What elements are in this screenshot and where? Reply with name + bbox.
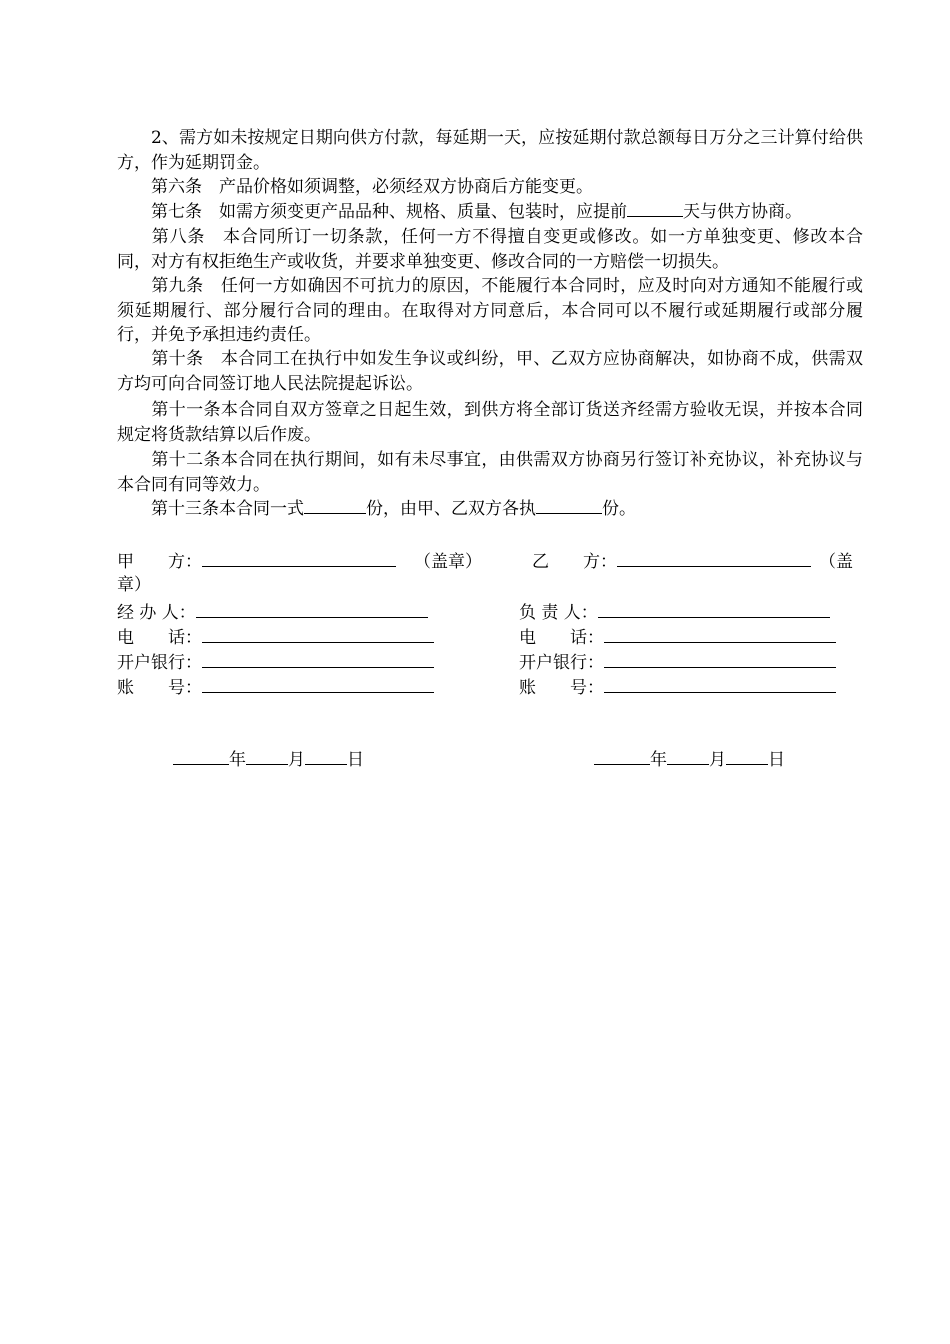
party-b-row: 乙 方： （盖 bbox=[532, 549, 853, 574]
responsible-field[interactable] bbox=[598, 600, 830, 618]
phone-field-a[interactable] bbox=[202, 625, 434, 643]
party-a-row: 甲 方： （盖章） bbox=[117, 549, 482, 574]
phone-row-a: 电 话： bbox=[117, 625, 434, 650]
bank-row-b: 开户银行： bbox=[519, 650, 836, 675]
account-field-a[interactable] bbox=[202, 675, 434, 693]
copies-blank[interactable] bbox=[304, 497, 366, 514]
clause-9: 第九条 任何一方如确因不可抗力的原因，不能履行本合同时，应及时向对方通知不能履行或须延期履行、部分履行合同的理由。在取得对方同意后，本合同可以不履行或延期履行或部分履行，并免予承担违约责任。 bbox=[117, 276, 863, 345]
copies-each-blank[interactable] bbox=[536, 497, 602, 514]
month-blank-a[interactable] bbox=[246, 748, 288, 765]
bank-field-b[interactable] bbox=[604, 650, 836, 668]
day-blank-b[interactable] bbox=[726, 748, 768, 765]
year-blank-b[interactable] bbox=[594, 748, 650, 765]
clause-6: 第六条 产品价格如须调整，必须经双方协商后方能变更。 bbox=[151, 177, 593, 197]
party-a-field[interactable] bbox=[202, 549, 396, 567]
clause-7: 第七条 如需方须变更产品品种、规格、质量、包装时，应提前 天与供方协商。 bbox=[151, 202, 802, 222]
clause-8: 第八条 本合同所订一切条款，任何一方不得擅自变更或修改。如一方单独变更、修改本合同，对方有权拒绝生产或收货，并要求单独变更、修改合同的一方赔偿一切损失。 bbox=[117, 227, 863, 272]
clause-5-item-2: 2、需方如未按规定日期向供方付款，每延期一天，应按延期付款总额每日万分之三计算付给供方，作为延期罚金。 bbox=[117, 128, 863, 173]
date-b: 年 月 日 bbox=[594, 748, 785, 772]
bank-row-a: 开户银行： bbox=[117, 650, 434, 675]
phone-row-b: 电 话： bbox=[519, 625, 836, 650]
handler-row: 经 办 人： bbox=[117, 600, 428, 625]
handler-field[interactable] bbox=[196, 600, 428, 618]
account-row-a: 账 号： bbox=[117, 675, 434, 700]
date-a: 年 月 日 bbox=[173, 748, 364, 772]
party-b-seal-wrap: 章） bbox=[117, 575, 151, 595]
account-field-b[interactable] bbox=[604, 675, 836, 693]
bank-field-a[interactable] bbox=[202, 650, 434, 668]
party-b-field[interactable] bbox=[617, 549, 811, 567]
year-blank-a[interactable] bbox=[173, 748, 229, 765]
month-blank-b[interactable] bbox=[667, 748, 709, 765]
responsible-row: 负 责 人： bbox=[519, 600, 830, 625]
day-blank-a[interactable] bbox=[305, 748, 347, 765]
clause-11: 第十一条本合同自双方签章之日起生效，到供方将全部订货送齐经需方验收无误，并按本合同规定将货款结算以后作废。 bbox=[117, 400, 863, 445]
phone-field-b[interactable] bbox=[604, 625, 836, 643]
days-blank[interactable] bbox=[627, 200, 683, 217]
clause-13: 第十三条本合同一式 份，由甲、乙双方各执 份。 bbox=[151, 499, 636, 519]
account-row-b: 账 号： bbox=[519, 675, 836, 700]
clause-12: 第十二条本合同在执行期间，如有未尽事宜，由供需双方协商另行签订补充协议，补充协议与本合同有同等效力。 bbox=[117, 450, 863, 495]
clause-10: 第十条 本合同工在执行中如发生争议或纠纷，甲、乙双方应协商解决，如协商不成，供需双方均可向合同签订地人民法院提起诉讼。 bbox=[117, 349, 863, 394]
